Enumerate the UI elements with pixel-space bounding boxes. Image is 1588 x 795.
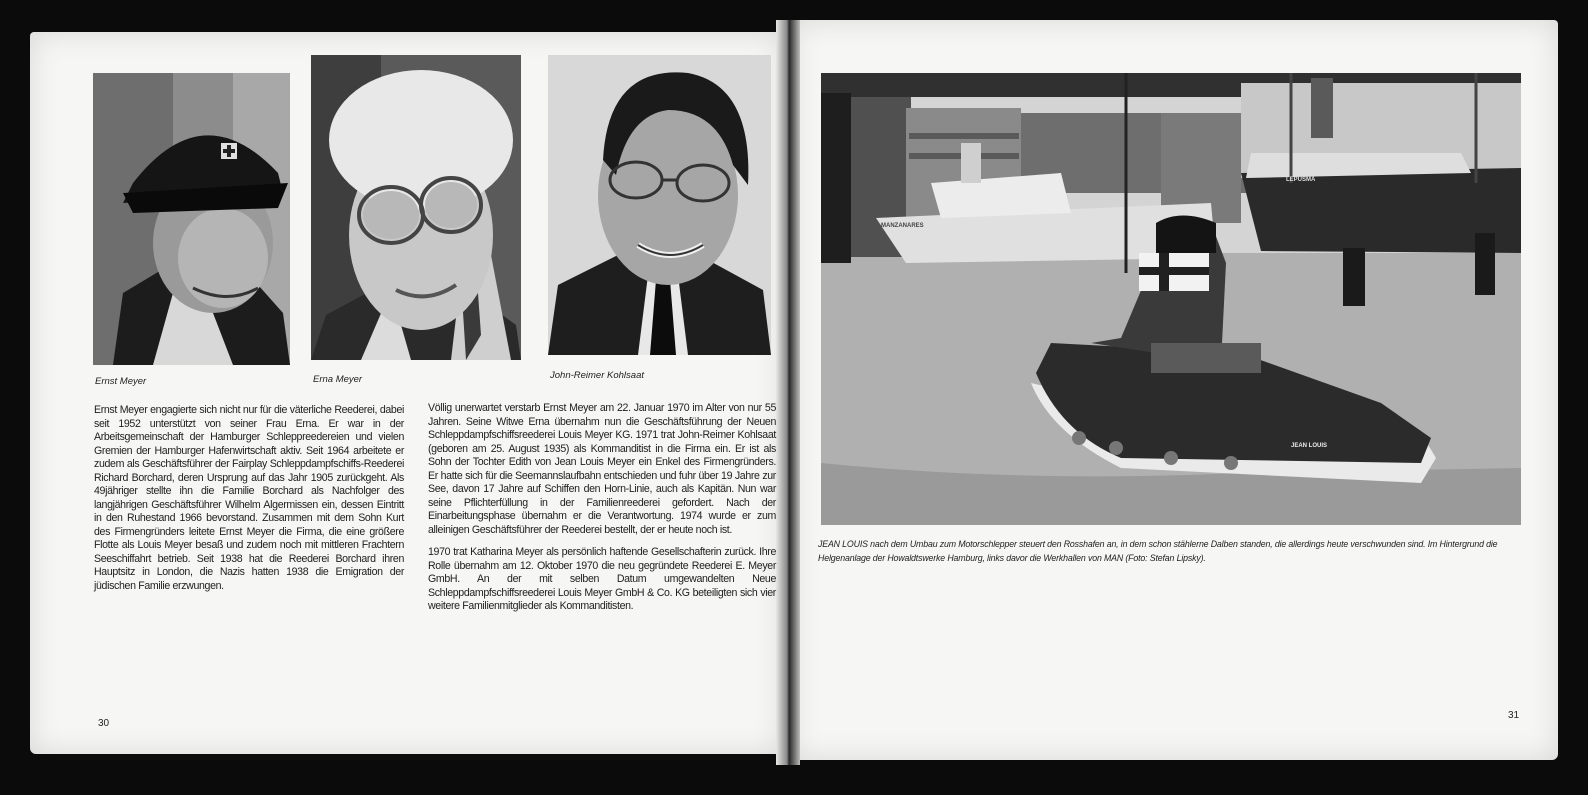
ship-label: JEAN LOUIS — [1291, 443, 1328, 449]
paragraph: 1970 trat Katharina Meyer als persönlich haftende Gesellschafterin zurück. Ihre Rolle übernahm am 12. Oktober 1970 die neu gegründete Reederei E. Meyer GmbH. An der mit selben Datum umgewandelten Neue Schleppdampfschiffsreederei Louis Meyer GmbH & Co. KG beteiligten sich vier weitere Familienmitglieder als Kommanditisten. — [428, 546, 776, 612]
portrait-caption: Erna Meyer — [313, 374, 363, 385]
ship-label: MANZANARES — [881, 223, 924, 229]
page-number-right: 31 — [1508, 710, 1520, 721]
portrait-erna-meyer — [311, 55, 521, 360]
ship-label: LEPUSMA — [1286, 177, 1316, 183]
paragraph: Ernst Meyer engagierte sich nicht nur für die väterliche Reederei, dabei seit 1952 unterstützt von seiner Frau Erna. Er war in der Arbeitsgemeinschaft der Hamburger Schleppreedereien und vielen Gremien der Hamburger Hafenwirtschaft aktiv. Seit 1964 arbeitete er zudem als Geschäftsführer der Fairplay Schleppdampfschiffs-Reederei Richard Borchard, deren Ursprung auf das Jahr 1905 zurückgeht. Als 49jähriger stellte ihn die Familie Borchard als Nachfolger des langjährigen Geschäftsführer Wilhelm Algermissen ein, dessen Eintritt in den Ruhestand 1966 bevorstand. Zusammen mit dem Sohn Kurt des Firmengründers leitete Ernst Meyer die Firma, die eine größere Flotte als Louis Meyer besaß und zudem noch mit mittleren Frachtern Seeschiffahrt betrieb. Seit 1938 hat die Reederei Borchard ihren Hauptsitz in London, die Nazis hatten 1938 die Emigration der jüdischen Familie erzwungen. — [94, 404, 404, 592]
harbour-photo — [821, 73, 1521, 525]
body-column-1 — [94, 404, 404, 602]
portrait-caption: John-Reimer Kohlsaat — [550, 370, 644, 381]
portrait-caption: Ernst Meyer — [95, 376, 147, 387]
photo-caption: JEAN LOUIS nach dem Umbau zum Motorschlepper steuert den Rosshafen an, in dem schon stählerne Dalben standen, die allerdings heute verschwunden sind. Im Hintergrund die Helgenanlage der Howaldtswerke Hamburg, links davor die Werkhallen von MAN (Foto: Stefan Lipsky). — [818, 539, 1498, 563]
paragraph: Völlig unerwartet verstarb Ernst Meyer am 22. Januar 1970 im Alter von nur 55 Jahren. Seine Witwe Erna übernahm nun die Geschäftsführung der Neuen Schleppdampfschiffsreederei Louis Meyer KG. 1971 trat John-Reimer Kohlsaat (geboren am 25. August 1935) als Kommanditist in die Firma ein. Er ist als Sohn der Tochter Edith von Jean Louis Meyer ein Enkel des Firmengründers. Er hatte sich für die Seemannslaufbahn entschieden und fuhr über 19 Jahre zur See, davon 17 Jahre auf Schiffen den Horn-Linie, auch als Kapitän. Nun war seine Pflichterfüllung in der Familienreederei gefordert. Nach der Einarbeitungsphase übernahm er die Verantwortung. 1974 wurde er zum alleinigen Geschäftsführer der Reederei bestellt, der er heute noch ist. — [428, 402, 776, 536]
body-column-2 — [428, 402, 776, 623]
portrait-ernst-meyer — [93, 73, 290, 365]
book-gutter — [776, 20, 800, 765]
page-number-left: 30 — [98, 718, 110, 729]
portrait-john-reimer-kohlsaat — [548, 55, 771, 355]
